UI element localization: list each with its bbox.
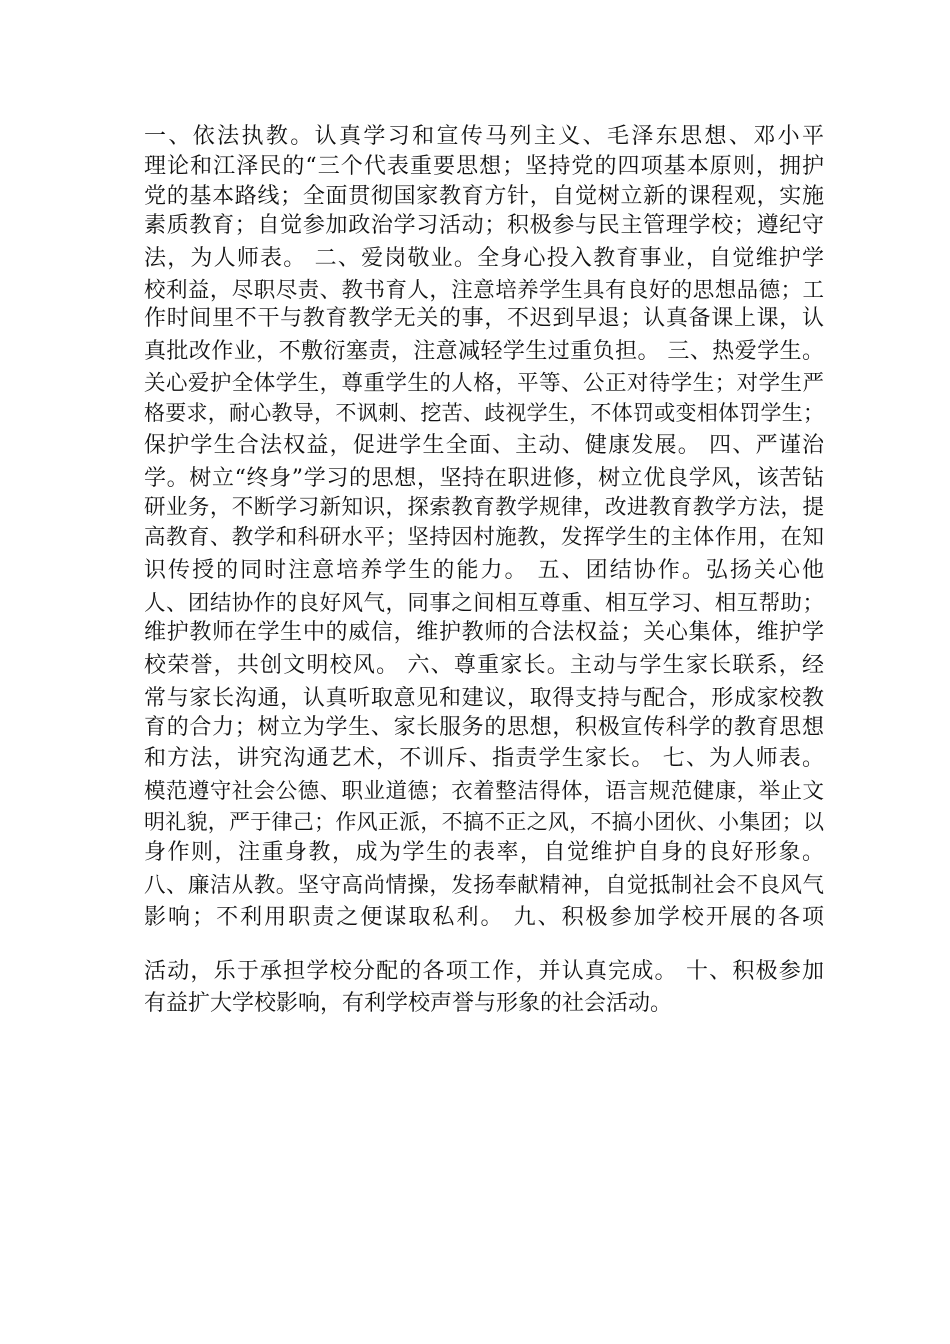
text-line-24: 身作则，注重身教，成为学生的表率，自觉维护自身的良好形象。 — [144, 840, 824, 865]
text-line-13: 研业务，不断学习新知识，探索教育教学规律，改进教育教学方法，提 — [144, 495, 824, 520]
text-line-16: 人、团结协作的良好风气，同事之间相互尊重、相互学习、相互帮助； — [144, 591, 824, 616]
text-line-17: 维护教师在学生中的威信，维护教师的合法权益；关心集体，维护学 — [144, 620, 824, 645]
text-line-4: 素质教育；自觉参加政治学习活动；积极参与民主管理学校；遵纪守 — [144, 213, 824, 238]
text-line-23: 明礼貌，严于律己；作风正派，不搞不正之风，不搞小团伙、小集团；以 — [144, 810, 824, 834]
text-line-28: 有益扩大学校影响，有利学校声誉与形象的社会活动。 — [144, 991, 673, 1016]
text-line-7: 作时间里不干与教育教学无关的事，不迟到早退；认真备课上课，认 — [144, 306, 824, 331]
text-line-8: 真批改作业，不敷衍塞责，注意减轻学生过重负担。 三、热爱学生。 — [144, 339, 824, 364]
text-line-27: 活动，乐于承担学校分配的各项工作，并认真完成。 十、积极参加 — [144, 959, 824, 984]
text-line-15: 识传授的同时注意培养学生的能力。 五、团结协作。弘扬关心他 — [144, 558, 824, 583]
text-line-22: 模范遵守社会公德、职业道德；衣着整洁得体，语言规范健康，举止文 — [144, 779, 824, 804]
text-line-20: 育的合力；树立为学生、家长服务的思想，积极宣传科学的教育思想 — [144, 715, 824, 740]
text-line-26: 影响；不利用职责之便谋取私利。 九、积极参加学校开展的各项 — [144, 905, 824, 930]
text-line-2: 理论和江泽民的“三个代表重要思想；坚持党的四项基本原则，拥护 — [144, 154, 824, 179]
text-line-19: 常与家长沟通，认真听取意见和建议，取得支持与配合，形成家校教 — [144, 686, 824, 711]
text-line-5: 法，为人师表。 二、爱岗敬业。全身心投入教育事业，自觉维护学 — [144, 246, 824, 271]
text-line-12: 学。树立“终身”学习的思想，坚持在职进修，树立优良学风，该苦钻 — [144, 466, 824, 491]
text-line-18: 校荣誉，共创文明校风。 六、尊重家长。主动与学生家长联系，经 — [144, 653, 824, 678]
text-line-6: 校利益，尽职尽责、教书育人，注意培养学生具有良好的思想品德；工 — [144, 278, 824, 303]
text-line-9: 关心爱护全体学生，尊重学生的人格，平等、公正对待学生；对学生严 — [144, 371, 824, 396]
text-line-11: 保护学生合法权益，促进学生全面、主动、健康发展。 四、严谨治 — [144, 433, 824, 458]
text-line-25: 八、廉洁从教。坚守高尚情操，发扬奉献精神，自觉抵制社会不良风气 — [144, 873, 824, 898]
text-line-14: 高教育、教学和科研水平；坚持因村施教，发挥学生的主体作用，在知 — [144, 525, 824, 550]
text-line-21: 和方法，讲究沟通艺术，不训斥、指责学生家长。 七、为人师表。 — [144, 746, 824, 771]
text-line-10: 格要求，耐心教导，不讽刺、挖苦、歧视学生，不体罚或变相体罚学生； — [144, 401, 824, 425]
text-line-3: 党的基本路线；全面贯彻国家教育方针，自觉树立新的课程观，实施 — [144, 184, 824, 209]
text-line-1: 一、依法执教。认真学习和宣传马列主义、毛泽东思想、邓小平 — [144, 124, 824, 149]
